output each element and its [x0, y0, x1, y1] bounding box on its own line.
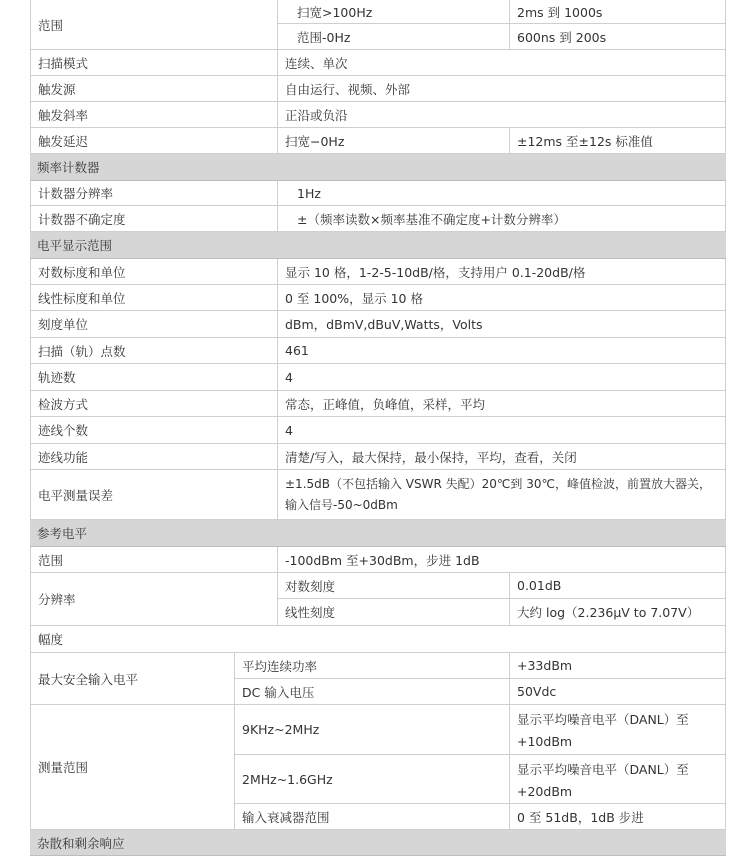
range-sub2: 范围-0Hz: [278, 24, 510, 50]
scan-mode-label: 扫描模式: [30, 50, 278, 76]
range-sub1: 扫宽>100Hz: [278, 0, 510, 24]
counter-uncertainty-label: 计数器不确定度: [30, 206, 278, 232]
resolution-value1: 0.01dB: [510, 573, 726, 599]
max-safe-input-sub2: DC 输入电压: [235, 679, 510, 705]
max-safe-input-label: 最大安全输入电平: [30, 653, 235, 705]
resolution-value2: 大约 log（2.236μV to 7.07V）: [510, 599, 726, 626]
max-safe-input-sub1: 平均连续功率: [235, 653, 510, 679]
sweep-points-label: 扫描（轨）点数: [30, 338, 278, 364]
trigger-slope-value: 正沿或负沿: [278, 102, 726, 128]
measure-range-label: 测量范围: [30, 705, 235, 830]
range-value1: 2ms 到 1000s: [510, 0, 726, 24]
counter-resolution-label: 计数器分辨率: [30, 181, 278, 206]
trigger-source-value: 自由运行、视频、外部: [278, 76, 726, 102]
trace-functions-value: 清楚/写入，最大保持，最小保持，平均，查看，关闭: [278, 444, 726, 470]
measure-range-sub1: 9KHz~2MHz: [235, 705, 510, 755]
resolution-label: 分辨率: [30, 573, 278, 626]
log-scale-value: 显示 10 格，1-2-5-10dB/格，支持用户 0.1-20dB/格: [278, 259, 726, 285]
resolution-sub2: 线性刻度: [278, 599, 510, 626]
scan-mode-value: 连续、单次: [278, 50, 726, 76]
level-error-label: 电平测量误差: [30, 470, 278, 520]
trigger-delay-value: ±12ms 至±12s 标准值: [510, 128, 726, 154]
measure-range-sub2: 2MHz~1.6GHz: [235, 755, 510, 804]
section-header-freq-counter: 频率计数器: [30, 154, 726, 181]
scale-units-label: 刻度单位: [30, 311, 278, 338]
max-safe-input-value2: 50Vdc: [510, 679, 726, 705]
trigger-delay-label: 触发延迟: [30, 128, 278, 154]
section-header-spurious: 杂散和剩余响应: [30, 830, 726, 856]
sweep-points-value: 461: [278, 338, 726, 364]
trace-number-label: 迹线个数: [30, 417, 278, 444]
measure-range-value2: 显示平均噪音电平（DANL）至+20dBm: [510, 755, 726, 804]
level-error-value: ±1.5dB（不包括输入 VSWR 失配）20℃到 30℃，峰值检波，前置放大器关，输入信号-50~0dBm: [278, 470, 726, 520]
section-header-level-display: 电平显示范围: [30, 232, 726, 259]
scale-units-value: dBm，dBmV,dBuV,Watts，Volts: [278, 311, 726, 338]
measure-range-value1: 显示平均噪音电平（DANL）至+10dBm: [510, 705, 726, 755]
trigger-delay-sub: 扫宽−0Hz: [278, 128, 510, 154]
detector-value: 常态，正峰值，负峰值，采样，平均: [278, 391, 726, 417]
counter-resolution-value: 1Hz: [278, 181, 726, 206]
ref-range-value: -100dBm 至+30dBm，步进 1dB: [278, 547, 726, 573]
section-header-ref-level: 参考电平: [30, 520, 726, 547]
range-label: 范围: [30, 0, 278, 50]
resolution-sub1: 对数刻度: [278, 573, 510, 599]
trace-count-value: 4: [278, 364, 726, 391]
measure-range-sub3: 输入衰减器范围: [235, 804, 510, 830]
counter-uncertainty-value: ±（频率读数×频率基准不确定度+计数分辨率）: [278, 206, 726, 232]
trace-functions-label: 迹线功能: [30, 444, 278, 470]
measure-range-value3: 0 至 51dB，1dB 步进: [510, 804, 726, 830]
detector-label: 检波方式: [30, 391, 278, 417]
amplitude-row: 幅度: [30, 626, 726, 653]
max-safe-input-value1: +33dBm: [510, 653, 726, 679]
linear-scale-label: 线性标度和单位: [30, 285, 278, 311]
range-value2: 600ns 到 200s: [510, 24, 726, 50]
trace-number-value: 4: [278, 417, 726, 444]
log-scale-label: 对数标度和单位: [30, 259, 278, 285]
trace-count-label: 轨迹数: [30, 364, 278, 391]
linear-scale-value: 0 至 100%，显示 10 格: [278, 285, 726, 311]
ref-range-label: 范围: [30, 547, 278, 573]
trigger-source-label: 触发源: [30, 76, 278, 102]
trigger-slope-label: 触发斜率: [30, 102, 278, 128]
spec-table: [30, 0, 726, 856]
